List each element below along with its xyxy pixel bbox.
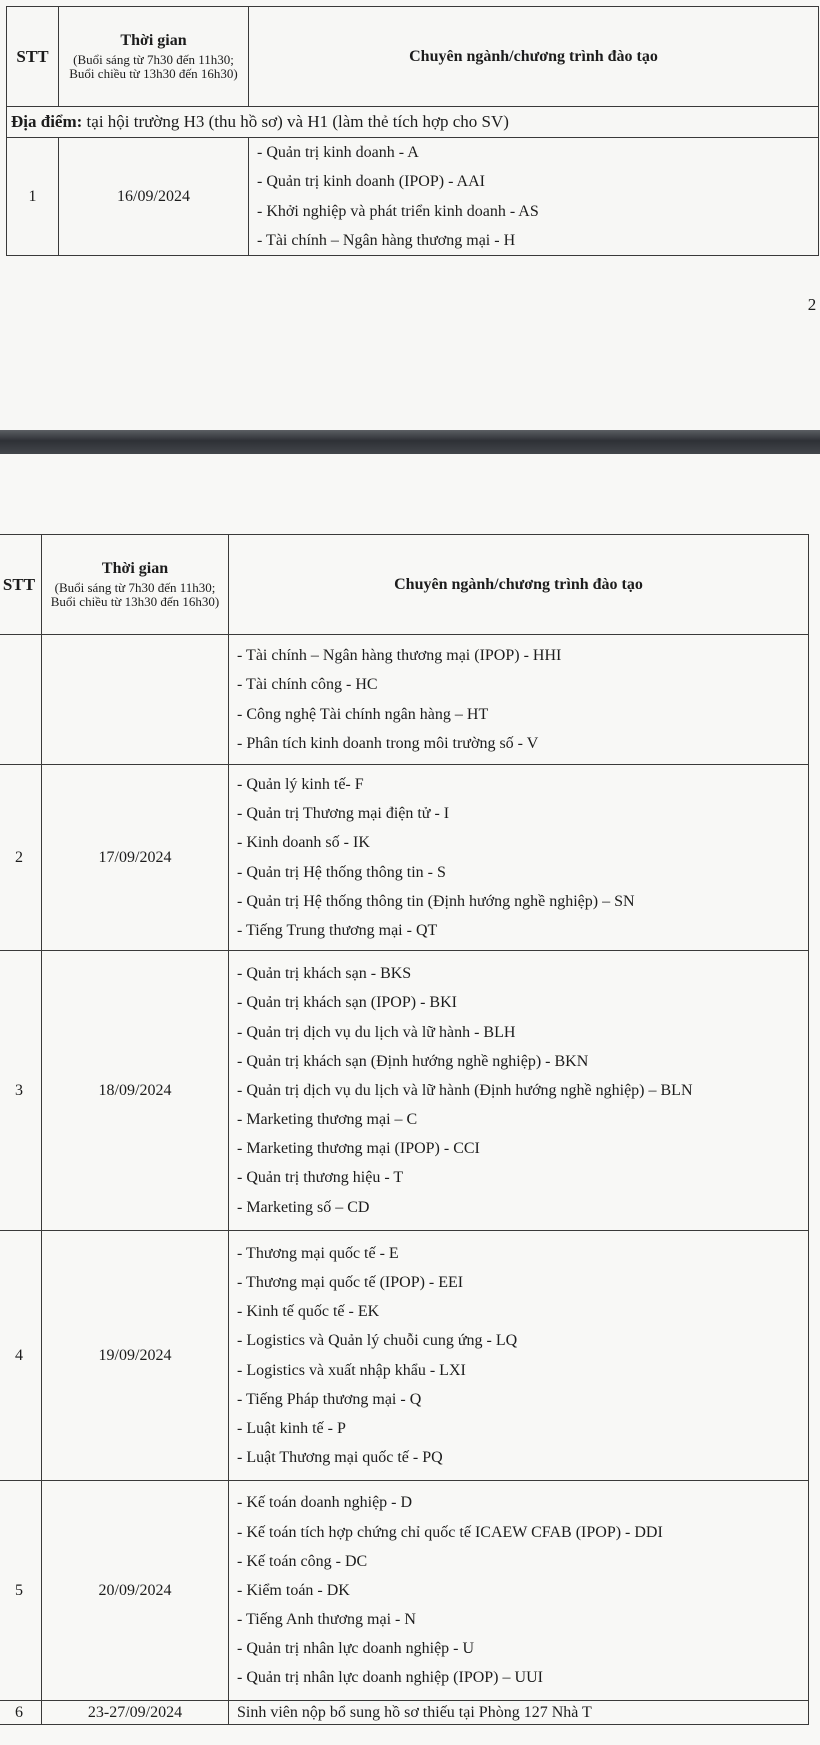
list-item: - Tài chính – Ngân hàng thương mại (IPOP) - HHI	[237, 647, 562, 665]
list-item: - Luật Thương mại quốc tế - PQ	[237, 1449, 443, 1467]
list-item: - Marketing thương mại – C	[237, 1111, 418, 1129]
row-note: Sinh viên nộp bổ sung hồ sơ thiếu tại Phòng 127 Nhà T	[229, 1701, 809, 1725]
header-time	[42, 535, 229, 635]
row-stt: 3	[0, 951, 42, 1231]
list-item: - Kinh doanh số - IK	[237, 834, 370, 852]
list-item: - Kinh tế quốc tế - EK	[237, 1303, 380, 1321]
document-page-2	[0, 454, 820, 1745]
list-item: - Logistics và Quản lý chuỗi cung ứng - LQ	[237, 1332, 518, 1350]
list-item: - Quản trị nhân lực doanh nghiệp - U	[237, 1640, 475, 1658]
list-item: - Thương mại quốc tế - E	[237, 1244, 399, 1262]
list-item: - Khởi nghiệp và phát triển kinh doanh - AS	[257, 202, 539, 220]
row-stt: 1	[7, 138, 59, 256]
list-item: - Kế toán tích hợp chứng chỉ quốc tế ICAEW CFAB (IPOP) - DDI	[237, 1523, 663, 1541]
header-time-sub: (Buổi sáng từ 7h30 đến 11h30; Buổi chiều từ 13h30 đến 16h30)	[69, 51, 238, 81]
list-item: - Tài chính – Ngân hàng thương mại - H	[257, 231, 516, 249]
row-date-continued	[42, 635, 229, 765]
document-page-1	[0, 0, 820, 430]
header-time-sub: (Buổi sáng từ 7h30 đến 11h30; Buổi chiều từ 13h30 đến 16h30)	[50, 579, 220, 609]
row-programs	[229, 1231, 809, 1481]
list-item: - Tiếng Anh thương mại - N	[237, 1611, 416, 1629]
row-stt-continued	[0, 635, 42, 765]
location-text: tại hội trường H3 (thu hồ sơ) và H1 (làm thẻ tích hợp cho SV)	[82, 112, 509, 131]
table-row	[0, 635, 809, 765]
list-item: - Quản trị kinh doanh - A	[257, 144, 419, 162]
row-date: 20/09/2024	[42, 1481, 229, 1701]
header-time-title: Thời gian	[101, 559, 169, 577]
list-item: - Quản trị dịch vụ du lịch và lữ hành - BLH	[237, 1023, 516, 1041]
row-programs	[229, 1481, 809, 1701]
list-item: - Tiếng Pháp thương mại - Q	[237, 1390, 422, 1408]
schedule-table-page-2	[0, 534, 809, 1725]
table-row	[0, 1481, 809, 1701]
row-date: 23-27/09/2024	[42, 1701, 229, 1725]
row-programs	[229, 635, 809, 765]
table-header-row	[0, 535, 809, 635]
row-stt: 5	[0, 1481, 42, 1701]
row-programs	[229, 951, 809, 1231]
row-programs	[249, 138, 819, 256]
header-stt: STT	[7, 7, 59, 107]
table-row	[0, 765, 809, 951]
header-stt: STT	[0, 535, 42, 635]
table-row	[0, 1231, 809, 1481]
schedule-table-page-1	[6, 6, 819, 256]
list-item: - Marketing số – CD	[237, 1198, 370, 1216]
row-date: 19/09/2024	[42, 1231, 229, 1481]
list-item: - Quản lý kinh tế- F	[237, 775, 364, 793]
row-date: 18/09/2024	[42, 951, 229, 1231]
list-item: - Tài chính công - HC	[237, 676, 378, 694]
page-divider	[0, 430, 820, 454]
header-program: Chuyên ngành/chương trình đào tạo	[229, 535, 809, 635]
table-row	[0, 951, 809, 1231]
list-item: - Logistics và xuất nhập khẩu - LXI	[237, 1361, 466, 1379]
list-item: - Tiếng Trung thương mại - QT	[237, 921, 438, 939]
location-row	[7, 107, 819, 138]
row-stt: 2	[0, 765, 42, 951]
page-number: 2	[807, 295, 817, 314]
row-stt: 6	[0, 1701, 42, 1725]
location-cell	[7, 107, 819, 138]
list-item: - Quản trị nhân lực doanh nghiệp (IPOP) – UUI	[237, 1669, 543, 1687]
header-time-title: Thời gian	[120, 31, 187, 49]
list-item: - Kế toán công - DC	[237, 1552, 368, 1570]
list-item: - Luật kinh tế - P	[237, 1419, 346, 1437]
list-item: - Phân tích kinh doanh trong môi trường số - V	[237, 734, 539, 752]
row-date: 16/09/2024	[59, 138, 249, 256]
list-item: - Quản trị Thương mại điện tử - I	[237, 805, 450, 823]
list-item: - Quản trị dịch vụ du lịch và lữ hành (Định hướng nghề nghiệp) – BLN	[237, 1081, 693, 1099]
list-item: - Quản trị thương hiệu - T	[237, 1169, 404, 1187]
table-header-row	[7, 7, 819, 107]
table-row	[7, 138, 819, 256]
list-item: - Quản trị khách sạn (Định hướng nghề nghiệp) - BKN	[237, 1052, 589, 1070]
row-date: 17/09/2024	[42, 765, 229, 951]
row-programs	[229, 765, 809, 951]
list-item: - Quản trị khách sạn (IPOP) - BKI	[237, 994, 457, 1012]
header-program: Chuyên ngành/chương trình đào tạo	[249, 7, 819, 107]
row-stt: 4	[0, 1231, 42, 1481]
table-row	[0, 1701, 809, 1725]
list-item: - Kiểm toán - DK	[237, 1581, 350, 1599]
list-item: - Quản trị kinh doanh (IPOP) - AAI	[257, 173, 485, 191]
list-item: - Quản trị Hệ thống thông tin - S	[237, 863, 446, 881]
list-item: - Thương mại quốc tế (IPOP) - EEI	[237, 1273, 464, 1291]
list-item: - Marketing thương mại (IPOP) - CCI	[237, 1140, 480, 1158]
list-item: - Kế toán doanh nghiệp - D	[237, 1494, 413, 1512]
list-item: - Quản trị Hệ thống thông tin (Định hướng nghề nghiệp) – SN	[237, 892, 635, 910]
list-item: - Quản trị khách sạn - BKS	[237, 965, 412, 983]
location-label: Địa điểm:	[11, 112, 83, 131]
header-time	[59, 7, 249, 107]
list-item: - Công nghệ Tài chính ngân hàng – HT	[237, 705, 489, 723]
